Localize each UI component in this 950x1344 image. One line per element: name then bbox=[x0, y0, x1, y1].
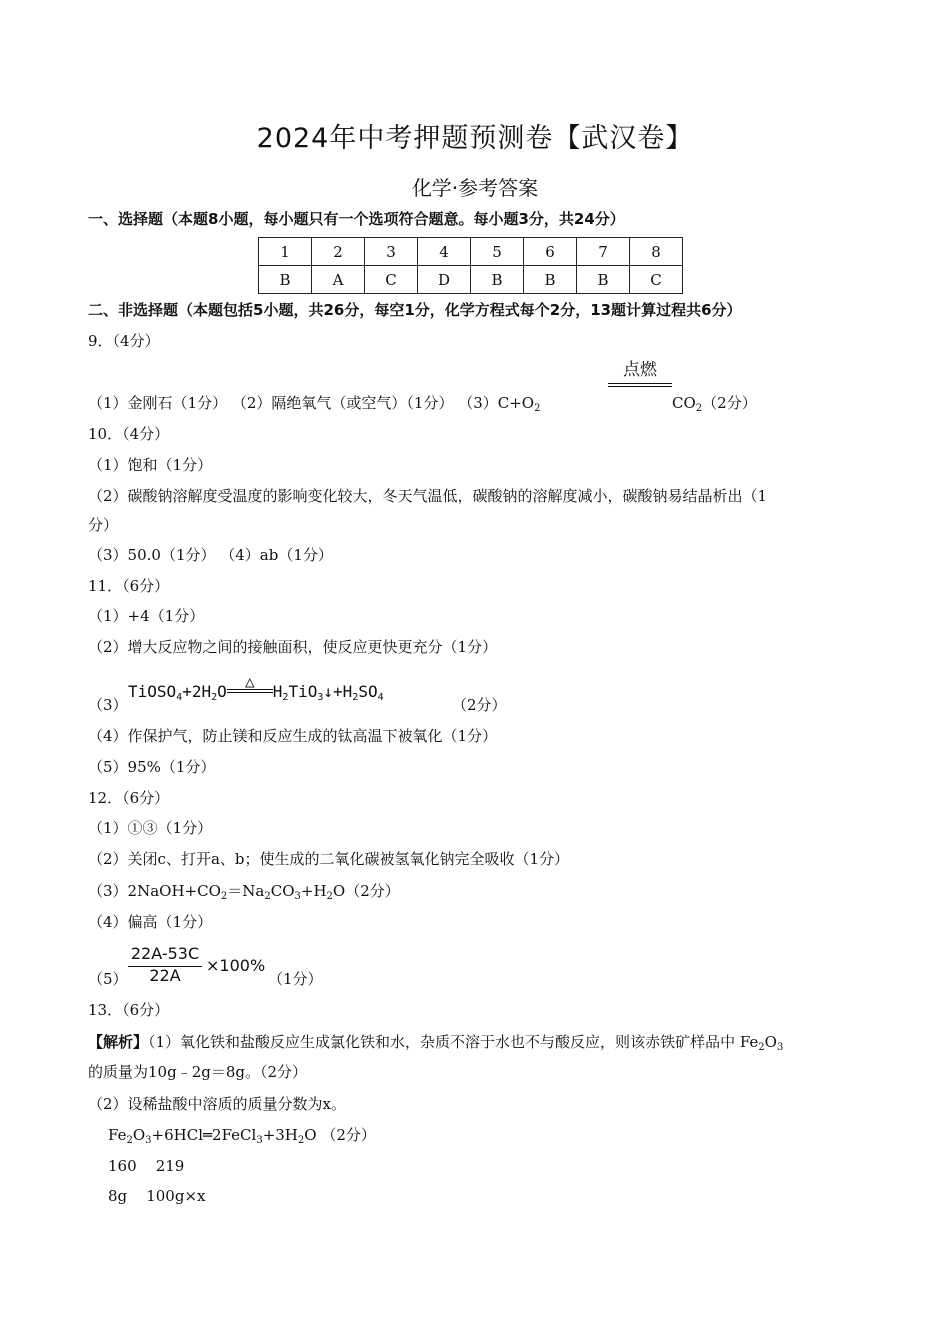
eq-heat-sign bbox=[227, 671, 273, 698]
eq-sub: 3 bbox=[317, 692, 324, 703]
q11-answer-2: （2）增大反应物之间的接触面积，使反应更快更充分（1分） bbox=[88, 638, 498, 656]
q10-answer-2: （2）碳酸钠溶解度受温度的影响变化较大，冬天气温低，碳酸钠的溶解度减小，碳酸钠易结晶析出（1 bbox=[88, 487, 768, 505]
answer-cell: B bbox=[471, 266, 524, 294]
eq-sub: 2 bbox=[211, 692, 218, 703]
eq-sub: 2 bbox=[220, 891, 228, 902]
answer-cell: B bbox=[577, 266, 630, 294]
eq-part: （3）2NaOH+CO bbox=[88, 882, 221, 900]
eq-sub: 3 bbox=[294, 891, 301, 902]
eq-reactant-2: +2H bbox=[182, 682, 212, 701]
answer-table-number-row bbox=[259, 238, 683, 266]
page-subtitle: 化学·参考答案 bbox=[411, 176, 539, 200]
eq-part: +6HCl═2FeCl bbox=[151, 1126, 257, 1144]
q12-answer-5-prefix: （5） bbox=[88, 970, 128, 988]
answer-cell: B bbox=[524, 266, 577, 294]
q13-text: （1）氧化铁和盐酸反应生成氯化铁和水，杂质不溶于水也不与酸反应，则该赤铁矿样品中 Fe bbox=[148, 1033, 759, 1051]
eq-product-2: +H bbox=[333, 682, 353, 701]
q9-answer-line bbox=[88, 393, 540, 419]
eq-part: O bbox=[132, 1126, 146, 1144]
eq-product-1-h: H bbox=[272, 682, 283, 701]
precipitate-arrow-icon: ↓ bbox=[323, 682, 334, 701]
q11-heading: 11．（6分） bbox=[88, 577, 170, 595]
q13-answer-1 bbox=[88, 1032, 783, 1058]
q9-product bbox=[672, 393, 757, 419]
q12-answer-1: （1）①③（1分） bbox=[88, 819, 213, 837]
eq-part: O bbox=[764, 1033, 777, 1051]
eq-sub: 2 bbox=[297, 1135, 305, 1146]
eq-sub: 2 bbox=[264, 891, 271, 902]
q13-answer-1-cont: 的质量为10g﹣2g＝8g。（2分） bbox=[88, 1063, 308, 1081]
eq-reactant-1: TiOSO bbox=[128, 682, 177, 701]
page-title: 2024年中考押题预测卷【武汉卷】 bbox=[256, 123, 694, 154]
eq-part: +3H bbox=[262, 1126, 298, 1144]
q10-answer-2-cont: 分） bbox=[88, 516, 119, 534]
q9-heading: 9．（4分） bbox=[88, 332, 160, 350]
q9-score: （2分） bbox=[702, 394, 757, 412]
q9-answer-text: （1）金刚石（1分） （2）隔绝氧气（或空气）（1分） （3）C+O bbox=[88, 394, 535, 412]
answer-cell: A bbox=[312, 266, 365, 294]
q11-answer-1: （1）+4（1分） bbox=[88, 607, 205, 625]
q12-answer-4: （4）偏高（1分） bbox=[88, 913, 213, 931]
q13-answer-2: （2）设稀盐酸中溶质的质量分数为x。 bbox=[88, 1095, 347, 1113]
eq-sub: 4 bbox=[377, 692, 384, 703]
eq-part: ＝Na bbox=[227, 882, 265, 900]
q13-molar-mass: 160 219 bbox=[108, 1157, 185, 1175]
eq-product-2-so: SO bbox=[358, 682, 378, 701]
q12-answer-3 bbox=[88, 881, 400, 907]
q9-reaction-condition bbox=[608, 360, 672, 380]
eq-part: O （2分） bbox=[304, 1126, 376, 1144]
section2-heading: 二、非选择题（本题包括5小题，共26分，每空1分，化学方程式每个2分，13题计算过程共6分） bbox=[88, 301, 742, 319]
q11-answer-3-prefix: （3） bbox=[88, 696, 128, 714]
q13-equation bbox=[108, 1125, 376, 1151]
question-number: 3 bbox=[365, 238, 418, 266]
answer-cell: D bbox=[418, 266, 471, 294]
eq-sub: 3 bbox=[145, 1135, 152, 1146]
eq-part: +H bbox=[300, 882, 327, 900]
answer-cell: C bbox=[630, 266, 683, 294]
answer-cell: C bbox=[365, 266, 418, 294]
question-number: 5 bbox=[471, 238, 524, 266]
ignite-condition: 点燃 bbox=[623, 360, 657, 380]
eq-sub: 3 bbox=[776, 1042, 784, 1053]
q13-mass-values: 8g 100g×x bbox=[108, 1187, 206, 1205]
eq-sub: 2 bbox=[126, 1135, 133, 1146]
q11-answer-3-score: （2分） bbox=[452, 696, 507, 714]
fraction-multiplier: ×100% bbox=[206, 956, 266, 975]
eq-part: Fe bbox=[108, 1126, 127, 1144]
q12-answer-2: （2）关闭c、打开a、b；使生成的二氧化碳被氢氧化钠完全吸收（1分） bbox=[88, 850, 570, 868]
heat-condition: △ bbox=[244, 671, 255, 691]
question-number: 1 bbox=[259, 238, 312, 266]
eq-sub: 3 bbox=[256, 1135, 263, 1146]
answer-cell: B bbox=[259, 266, 312, 294]
question-number: 4 bbox=[418, 238, 471, 266]
q11-answer-4: （4）作保护气，防止镁和反应生成的钛高温下被氧化（1分） bbox=[88, 727, 498, 745]
co2-formula: CO bbox=[672, 394, 696, 412]
q10-heading: 10．（4分） bbox=[88, 425, 170, 443]
fraction-numerator: 22A-53C bbox=[130, 944, 200, 963]
eq-reactant-2-o: O bbox=[217, 682, 227, 701]
eq-part: CO bbox=[270, 882, 295, 900]
eq-sub: 2 bbox=[282, 692, 289, 703]
eq-part: O（2分） bbox=[332, 882, 400, 900]
question-number: 8 bbox=[630, 238, 683, 266]
section1-heading: 一、选择题（本题8小题，每小题只有一个选项符合题意。每小题3分，共24分） bbox=[88, 210, 625, 228]
question-number: 7 bbox=[577, 238, 630, 266]
q10-answer-3-4: （3）50.0（1分） （4）ab（1分） bbox=[88, 546, 333, 564]
answer-table-answer-row bbox=[259, 266, 683, 294]
answer-table bbox=[258, 237, 683, 294]
eq-sub: 2 bbox=[758, 1042, 765, 1053]
eq-sub: 4 bbox=[176, 692, 183, 703]
question-number: 2 bbox=[312, 238, 365, 266]
eq-sub: 2 bbox=[352, 692, 359, 703]
q11-equation bbox=[128, 671, 384, 703]
question-number: 6 bbox=[524, 238, 577, 266]
q9-equal-sign bbox=[608, 383, 672, 387]
q13-heading: 13．（6分） bbox=[88, 1001, 170, 1019]
analysis-tag: 【解析】 bbox=[88, 1033, 149, 1051]
o2-subscript: 2 bbox=[534, 403, 541, 414]
eq-product-1: TiO bbox=[288, 682, 318, 701]
q12-heading: 12．（6分） bbox=[88, 789, 170, 807]
eq-sub: 2 bbox=[326, 891, 333, 902]
fraction-denominator: 22A bbox=[149, 966, 181, 985]
q12-answer-5-score: （1分） bbox=[268, 970, 323, 988]
q10-answer-1: （1）饱和（1分） bbox=[88, 456, 213, 474]
q11-answer-5: （5）95%（1分） bbox=[88, 758, 216, 776]
co2-subscript: 2 bbox=[695, 403, 703, 414]
